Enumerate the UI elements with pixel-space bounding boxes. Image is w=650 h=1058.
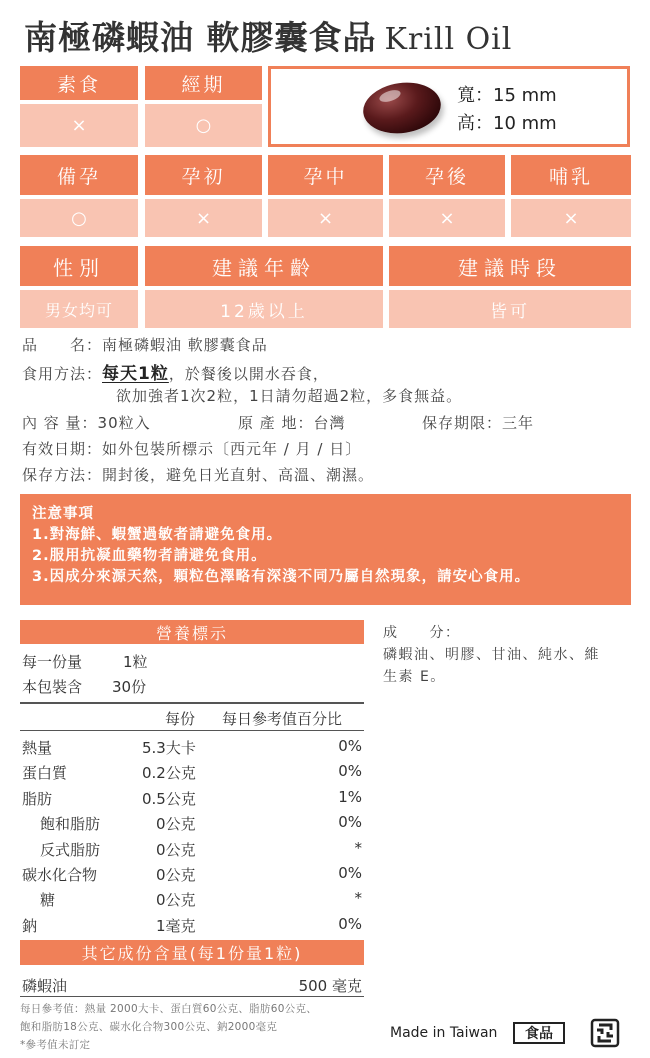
value-late-pregnancy: × <box>389 199 505 237</box>
nutrient-value: 0公克 <box>156 866 196 884</box>
notice-item: 1.對海鮮、蝦蟹過敏者請避免食用。 <box>32 527 283 543</box>
capsule-width: 寬：15 mm <box>457 85 557 106</box>
made-in-taiwan: Made in Taiwan <box>390 1025 498 1041</box>
nutrient-value: 0公克 <box>156 841 196 859</box>
nutrient-dv: 0% <box>338 737 362 755</box>
footnote: 飽和脂肪18公克、碳水化合物300公克、鈉2000毫克 <box>20 1021 278 1033</box>
info-storage: 保存方法：開封後，避免日光直射、高溫、潮濕。 <box>22 466 375 484</box>
header-vegetarian: 素食 <box>20 66 138 100</box>
header-gender: 性別 <box>20 246 138 286</box>
value-breastfeeding: × <box>511 199 631 237</box>
capsule-size-box <box>268 66 630 147</box>
per-pack-value: 30份 <box>112 678 147 696</box>
info-origin: 原 產 地：台灣 <box>238 414 346 432</box>
notice-title: 注意事項 <box>32 506 94 522</box>
header-menstruation: 經期 <box>145 66 262 100</box>
capsule-image <box>360 78 444 138</box>
notice-item: 2.服用抗凝血藥物者請避免食用。 <box>32 548 267 564</box>
header-age: 建議年齡 <box>145 246 383 286</box>
nutrient-dv: * <box>354 839 362 857</box>
capsule-height: 高：10 mm <box>457 113 557 134</box>
nutrient-value: 0公克 <box>156 815 196 833</box>
divider <box>20 702 364 704</box>
nutrient-name: 碳水化合物 <box>22 866 98 884</box>
serving-label: 每一份量 <box>22 653 83 671</box>
notice-box <box>20 494 631 605</box>
nutrient-value: 0.2公克 <box>142 764 196 782</box>
header-late-pregnancy: 孕後 <box>389 155 505 195</box>
recycle-icon <box>590 1018 620 1048</box>
header-time: 建議時段 <box>389 246 631 286</box>
info-usage-line2: 欲加強者1次2粒，1日請勿超過2粒，多食無益。 <box>116 387 463 405</box>
nutrient-dv: 0% <box>338 915 362 933</box>
value-menstruation: ○ <box>145 104 262 147</box>
nutrient-name: 熱量 <box>22 739 53 757</box>
nutrient-name: 脂肪 <box>22 790 53 808</box>
header-pre-pregnancy: 備孕 <box>20 155 138 195</box>
divider <box>20 730 364 731</box>
value-early-pregnancy: × <box>145 199 262 237</box>
nutrient-value: 0公克 <box>156 891 196 909</box>
serving-value: 1粒 <box>123 653 148 671</box>
ingredients-line: 磷蝦油、明膠、甘油、純水、維 <box>383 647 600 663</box>
other-ingredients-title: 其它成份含量(每1份量1粒) <box>20 940 364 965</box>
info-shelf-life: 保存期限：三年 <box>422 414 535 432</box>
value-age: 12歲以上 <box>145 290 383 328</box>
nutrient-value: 5.3大卡 <box>142 739 196 757</box>
col-per-serving: 每份 <box>165 710 196 728</box>
food-mark: 食品 <box>513 1022 565 1044</box>
title-zh: 南極磷蝦油 軟膠囊食品 <box>24 18 377 57</box>
info-content: 內 容 量：30粒入 <box>22 414 151 432</box>
nutrient-name: 糖 <box>40 891 56 909</box>
col-daily-value: 每日參考值百分比 <box>222 710 343 728</box>
nutrient-value: 0.5公克 <box>142 790 196 808</box>
nutrient-dv: 0% <box>338 864 362 882</box>
footnote: 每日參考值：熱量 2000大卡、蛋白質60公克、脂肪60公克、 <box>20 1003 318 1015</box>
footnote: *參考值未訂定 <box>20 1039 91 1051</box>
info-expiry: 有效日期：如外包裝所標示〔西元年 / 月 / 日〕 <box>22 440 362 458</box>
other-ingredient-value: 500 毫克 <box>298 977 362 995</box>
nutrient-name: 蛋白質 <box>22 764 68 782</box>
nutrient-dv: 0% <box>338 813 362 831</box>
notice-item: 3.因成分來源天然，顆粒色澤略有深淺不同乃屬自然現象，請安心食用。 <box>32 569 531 585</box>
header-mid-pregnancy: 孕中 <box>268 155 383 195</box>
title-en: Krill Oil <box>384 22 513 57</box>
nutrient-dv: * <box>354 889 362 907</box>
page-title <box>24 12 512 59</box>
value-vegetarian: × <box>20 104 138 147</box>
value-mid-pregnancy: × <box>268 199 383 237</box>
ingredients-label: 成 分： <box>383 625 461 641</box>
nutrient-name: 鈉 <box>22 917 38 935</box>
divider <box>20 996 364 997</box>
nutrition-title: 營養標示 <box>20 620 364 644</box>
value-time: 皆可 <box>389 290 631 328</box>
nutrient-dv: 1% <box>338 788 362 806</box>
per-pack-label: 本包裝含 <box>22 678 83 696</box>
value-pre-pregnancy: ○ <box>20 199 138 237</box>
info-usage: 食用方法：每天1粒，於餐後以開水吞食， <box>22 364 329 384</box>
nutrient-name: 飽和脂肪 <box>40 815 101 833</box>
info-product-name: 品 名：南極磷蝦油 軟膠囊食品 <box>22 336 268 354</box>
nutrient-value: 1毫克 <box>156 917 196 935</box>
value-gender: 男女均可 <box>20 290 138 328</box>
header-breastfeeding: 哺乳 <box>511 155 631 195</box>
usage-dose: 每天1粒 <box>102 364 169 384</box>
ingredients-line: 生素 E。 <box>383 669 446 685</box>
header-early-pregnancy: 孕初 <box>145 155 262 195</box>
nutrient-name: 反式脂肪 <box>40 841 101 859</box>
other-ingredient-name: 磷蝦油 <box>22 977 68 995</box>
nutrient-dv: 0% <box>338 762 362 780</box>
